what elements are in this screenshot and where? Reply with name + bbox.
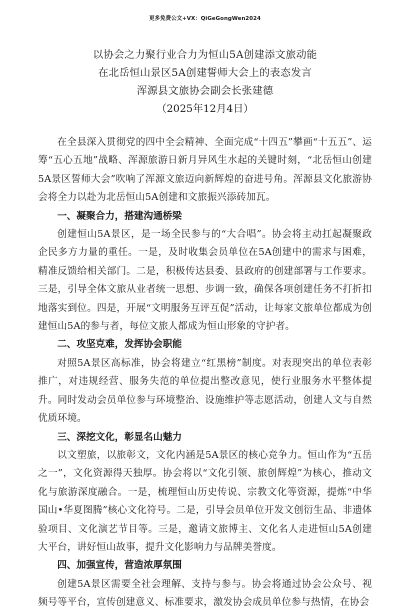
intro-paragraph: 在全县深入贯彻党的四中全会精神、全面完成“十四五”攀画“十五五”、运筹“五心五地”战略、浑源旅游日新月异风生水起的关键时刻，“北岳恒山创建5A景区誓师大会”吹响了浑源文旅迈向新辉煌的奋进号角。浑源县文化旅游协会将全力以赴为北岳恒山5A创建和文旅振兴添砖加瓦。	[38, 137, 372, 204]
section-heading-1: 一、凝聚合力，搭建沟通桥梁	[57, 210, 182, 222]
section-heading-4: 四、加强宣传，营造浓厚氛围	[57, 560, 182, 572]
title-block	[38, 46, 372, 118]
section-body-4: 创建5A景区需要全社会理解、支持与参与。协会将通过协会公众号、视频号等平台，宣传创建意义、标准要求，激发协会成员单位参与热情，在协会	[38, 578, 372, 609]
section-body-2: 对照5A景区高标准，协会将建立“红黑榜”制度。对表现突出的单位表彰推广，对违规经营、服务失范的单位提出整改意见，使行业服务水平整体提升。同时发动会员单位参与环境整治、设施维护等志愿活动，创建人文与自然优质环境。	[38, 357, 372, 425]
section-body-3: 以文塑旅，以旅彰文，文化内涵是5A景区的核心竞争力。恒山作为“五岳之一”，文化资源得天独厚。协会将以“文化引领、旅创辉煌”为核心，推动文化与旅游深度融合。一是，梳理恒山历史传说、宗教文化等资源，提炼“中华国山•华夏图腾”核心文化符号。二是，引导会员单位开发文创衍生品、非遗体验项目、文化演艺节目等。三是，邀请文旅博主、文化名人走进恒山5A创建大平台，讲好恒山故事，提升文化影响力与品牌美誉度。	[38, 449, 372, 553]
document-body	[38, 134, 372, 613]
section-body-1: 创建恒山5A景区，是一场全民参与的“大合唱”。协会将主动扛起凝聚政企民多方力量的重任。一是，及时收集会员单位在5A创建中的需求与困难，精准反馈给相关部门。二是，积极传达县委、县政府的创建部署与工作要求。三是，引导全体文旅从业者统一思想、步调一致，确保各项创建任务不打折扣地落实到位。四是，开展“文明服务互评互促”活动，让每家文旅单位都成为创建恒山5A的参与者，每位文旅人都成为恒山形象的守护者。	[38, 229, 372, 333]
document-title: 以协会之力聚行业合力为恒山5A创建添文旅动能	[92, 49, 318, 61]
date-line: （2025年12月4日）	[156, 103, 254, 115]
speaker-line: 浑源县文旅协会副会长张建德	[136, 85, 274, 97]
document-subtitle: 在北岳恒山景区5A创建誓师大会上的表态发言	[98, 67, 312, 79]
section-heading-2: 二、攻坚克难，发挥协会职能	[57, 339, 182, 351]
section-heading-3: 三、深挖文化，彰显名山魅力	[57, 431, 182, 443]
download-note: 更多免费公文+VX：QiGeGongWen2024	[149, 16, 261, 22]
